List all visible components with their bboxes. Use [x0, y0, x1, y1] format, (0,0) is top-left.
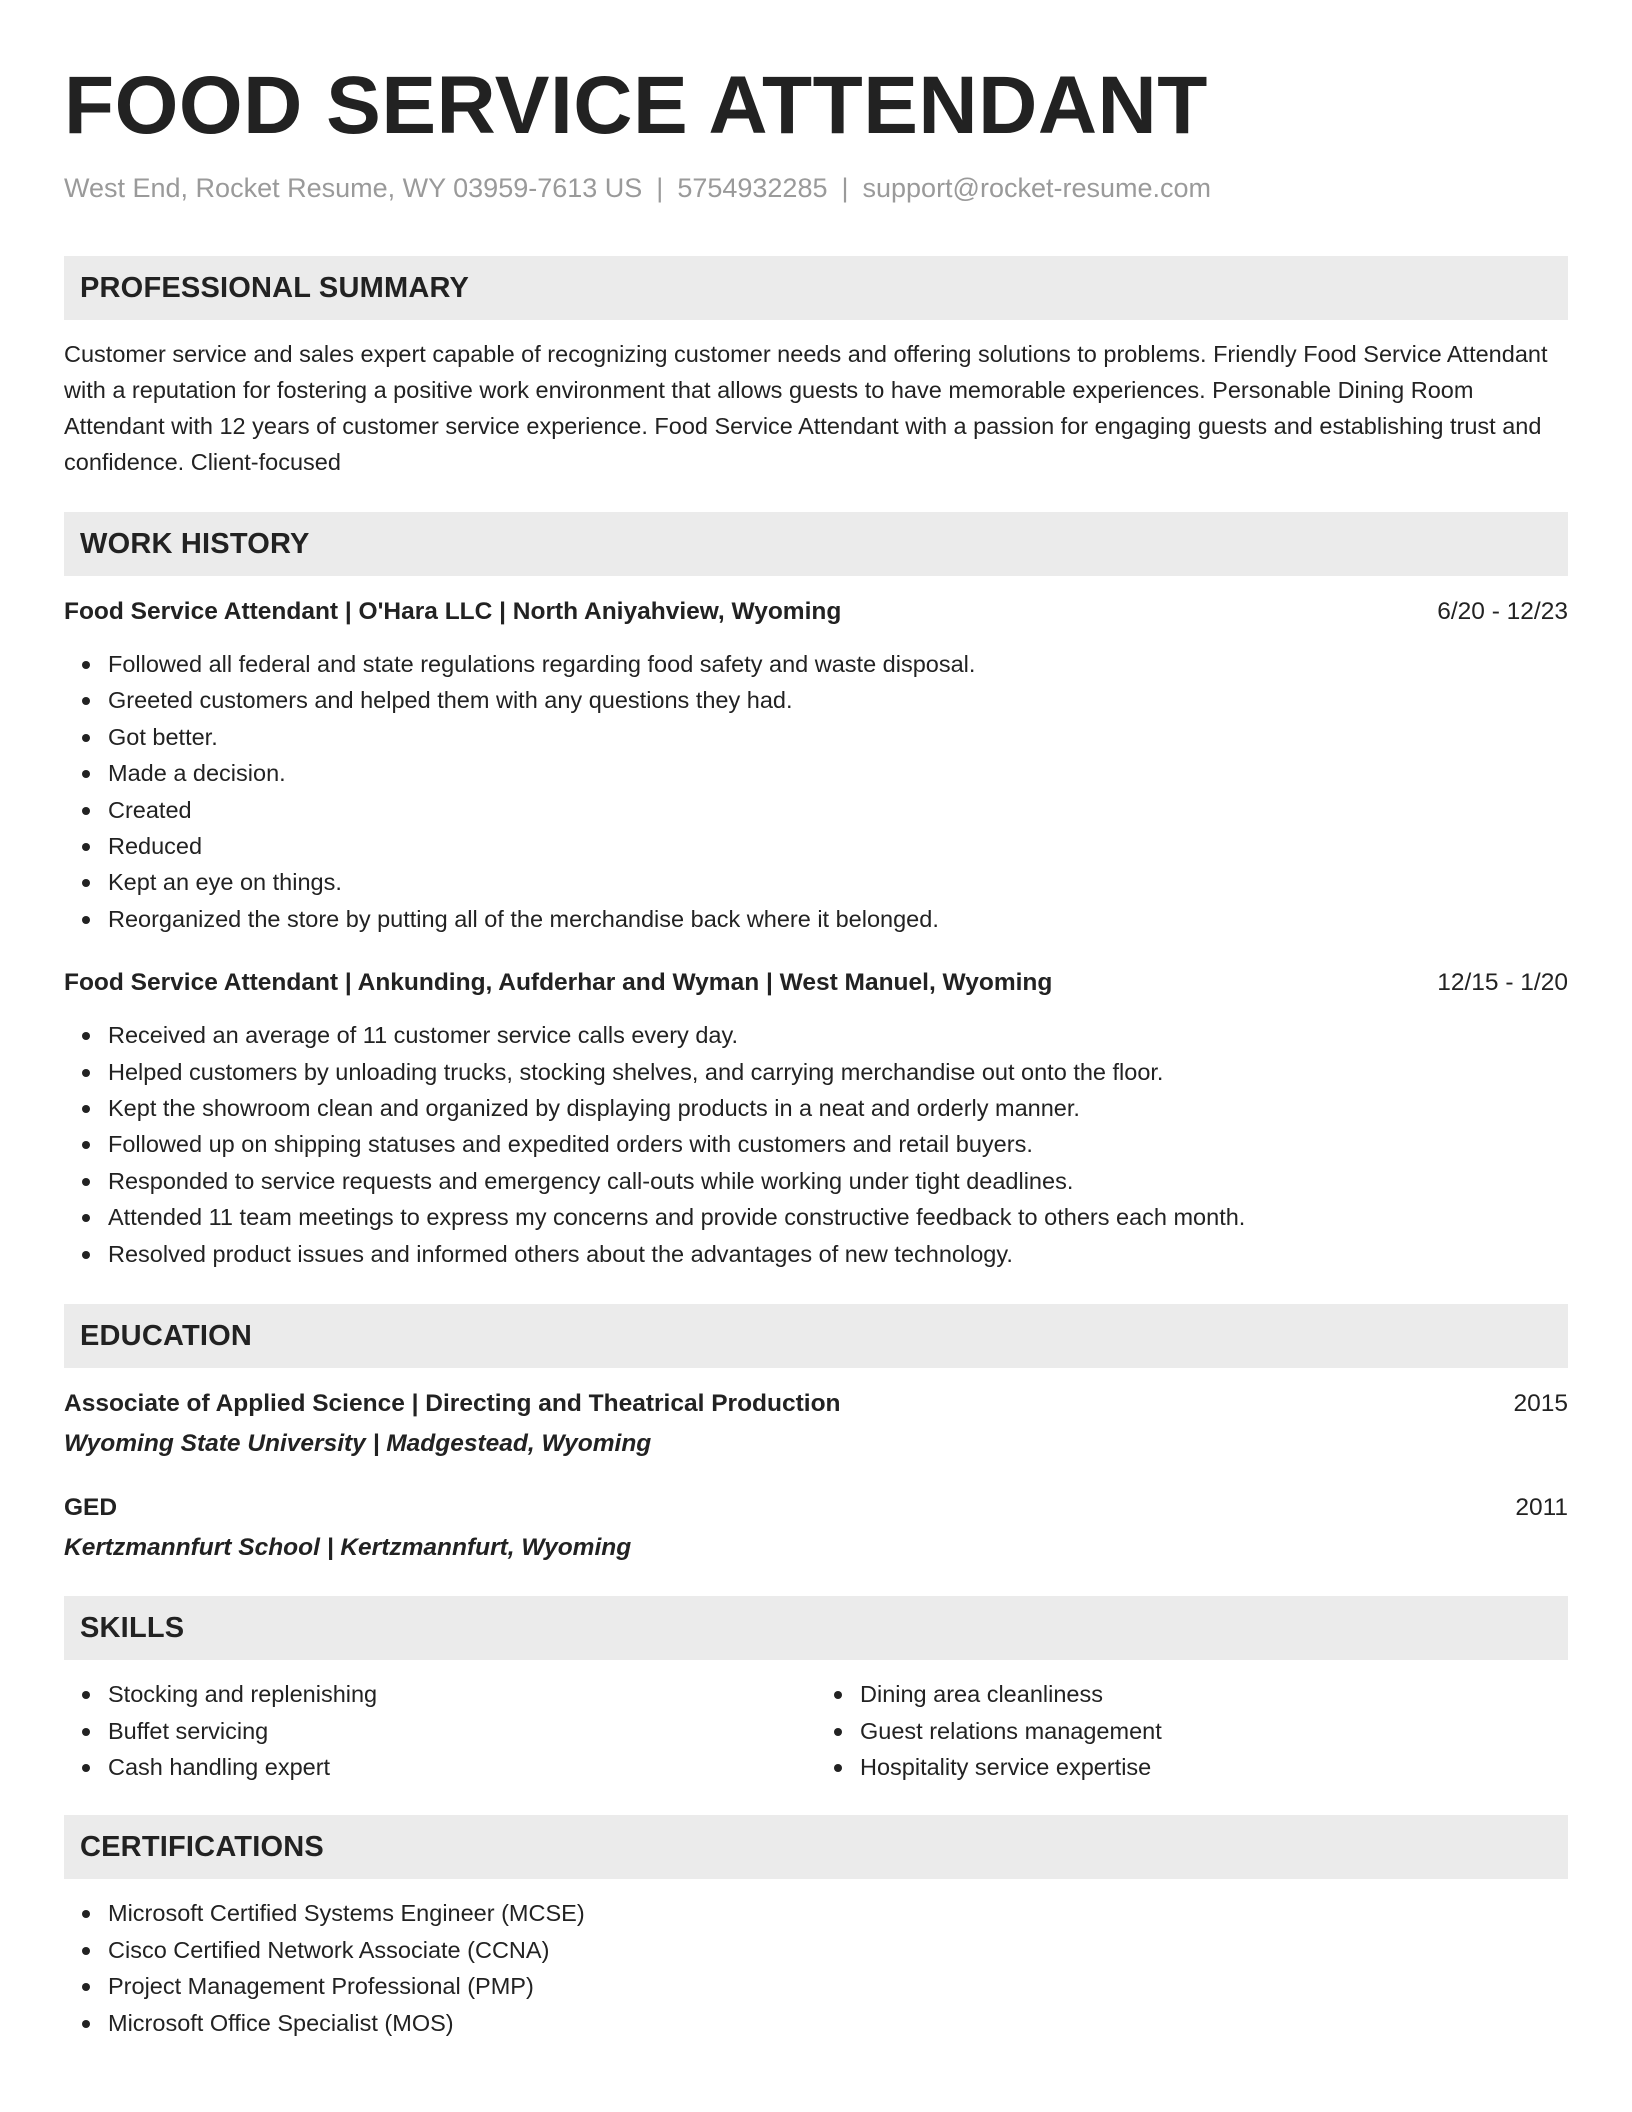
list-item: Created: [64, 792, 1568, 828]
certifications-list: [64, 1895, 1568, 2041]
section-header-work-history: WORK HISTORY: [64, 512, 1568, 576]
education-year: 2015: [1513, 1390, 1568, 1418]
list-item: Followed up on shipping statuses and expedited orders with customers and retail buyers.: [64, 1126, 1568, 1162]
education-school: Kertzmannfurt School | Kertzmannfurt, Wyoming: [64, 1534, 632, 1562]
list-item: Microsoft Certified Systems Engineer (MCSE): [64, 1895, 1568, 1931]
contact-separator: |: [656, 173, 664, 203]
list-item: Cash handling expert: [64, 1749, 816, 1785]
candidate-title: FOOD SERVICE ATTENDANT: [64, 60, 1208, 151]
contact-separator: |: [841, 173, 849, 203]
list-item: Project Management Professional (PMP): [64, 1968, 1568, 2004]
list-item: Reduced: [64, 828, 1568, 864]
contact-email: support@rocket-resume.com: [862, 173, 1212, 203]
job-bullet-list: [64, 646, 1568, 937]
list-item: Dining area cleanliness: [816, 1676, 1568, 1712]
job-bullet-list: [64, 1017, 1568, 1272]
section-header-education: EDUCATION: [64, 1304, 1568, 1368]
list-item: Kept an eye on things.: [64, 864, 1568, 900]
list-item: Greeted customers and helped them with any questions they had.: [64, 682, 1568, 718]
skills-columns: [64, 1676, 1568, 1785]
list-item: Resolved product issues and informed others about the advantages of new technology.: [64, 1236, 1568, 1272]
education-entry: [64, 1490, 1568, 1566]
list-item: Helped customers by unloading trucks, stocking shelves, and carrying merchandise out onto the floor.: [64, 1054, 1568, 1090]
section-header-skills: SKILLS: [64, 1596, 1568, 1660]
education-degree: GED: [64, 1494, 118, 1522]
job-entry: [64, 594, 1568, 937]
list-item: Got better.: [64, 719, 1568, 755]
job-title: Food Service Attendant | O'Hara LLC | North Aniyahview, Wyoming: [64, 598, 842, 625]
job-entry: [64, 965, 1568, 1272]
list-item: Received an average of 11 customer service calls every day.: [64, 1017, 1568, 1053]
skills-list-left: [64, 1676, 816, 1785]
education-degree: Associate of Applied Science | Directing and Theatrical Production: [64, 1390, 841, 1418]
list-item: Microsoft Office Specialist (MOS): [64, 2005, 1568, 2041]
education-heading-line: [64, 1386, 1568, 1422]
list-item: Made a decision.: [64, 755, 1568, 791]
list-item: Followed all federal and state regulations regarding food safety and waste disposal.: [64, 646, 1568, 682]
contact-address: West End, Rocket Resume, WY 03959-7613 US: [64, 173, 643, 203]
list-item: Guest relations management: [816, 1713, 1568, 1749]
list-item: Attended 11 team meetings to express my concerns and provide constructive feedback to others each month.: [64, 1199, 1568, 1235]
job-heading-line: [64, 965, 1568, 1001]
list-item: Kept the showroom clean and organized by displaying products in a neat and orderly manner.: [64, 1090, 1568, 1126]
contact-phone: 5754932285: [677, 173, 828, 203]
skills-list-right: [816, 1676, 1568, 1785]
list-item: Buffet servicing: [64, 1713, 816, 1749]
education-heading-line: [64, 1490, 1568, 1526]
list-item: Responded to service requests and emergency call-outs while working under tight deadlines.: [64, 1163, 1568, 1199]
list-item: Cisco Certified Network Associate (CCNA): [64, 1932, 1568, 1968]
section-header-certifications: CERTIFICATIONS: [64, 1815, 1568, 1879]
education-entry: [64, 1386, 1568, 1462]
job-dates: 6/20 - 12/23: [1437, 598, 1568, 625]
contact-line: [64, 170, 1568, 206]
list-item: Stocking and replenishing: [64, 1676, 816, 1712]
summary-text: Customer service and sales expert capable of recognizing customer needs and offering solutions to problems. Friendly Food Service Attendant with a reputation for fostering a positive work environment that allows guests to have memorable experiences. Personable Dining Room Attendant with 12 years of customer service experience. Food Service Attendant with a passion for engaging guests and establishing trust and confidence. Client-focused: [64, 341, 1548, 475]
education-year: 2011: [1515, 1494, 1568, 1522]
job-heading-line: [64, 594, 1568, 630]
education-school: Wyoming State University | Madgestead, Wyoming: [64, 1430, 652, 1458]
job-dates: 12/15 - 1/20: [1437, 969, 1568, 997]
job-title: Food Service Attendant | Ankunding, Aufderhar and Wyman | West Manuel, Wyoming: [64, 969, 1053, 997]
list-item: Reorganized the store by putting all of the merchandise back where it belonged.: [64, 901, 1568, 937]
list-item: Hospitality service expertise: [816, 1749, 1568, 1785]
section-header-summary: PROFESSIONAL SUMMARY: [64, 256, 1568, 320]
